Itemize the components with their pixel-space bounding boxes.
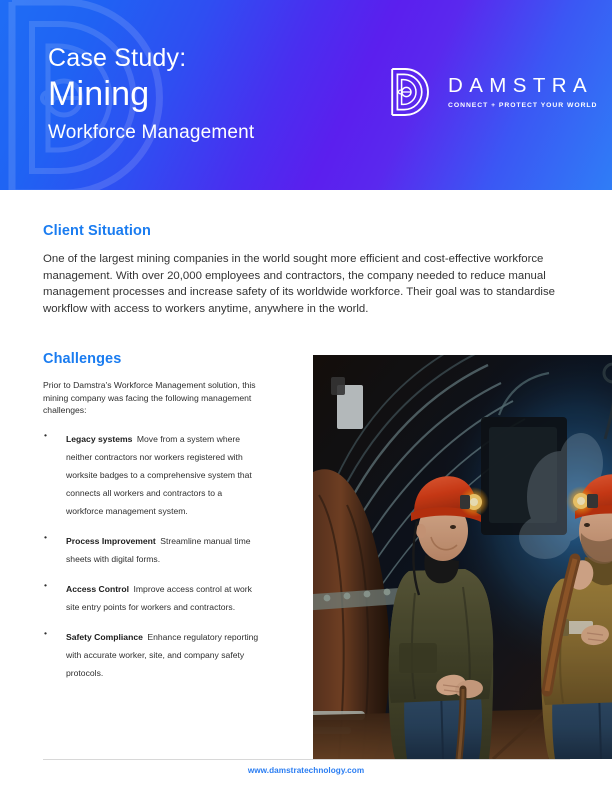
page-header <box>0 0 612 190</box>
footer-website-link[interactable]: www.damstratechnology.com <box>247 766 365 775</box>
bullet-dot-icon: • <box>44 627 48 638</box>
client-situation-heading: Client Situation <box>43 223 151 240</box>
list-item-title: Safety Compliance <box>66 631 143 642</box>
list-item-title: Legacy systems <box>66 433 133 444</box>
list-item-body <box>66 429 261 519</box>
bullet-dot-icon: • <box>44 531 48 542</box>
challenges-heading: Challenges <box>43 351 122 368</box>
challenges-intro: Prior to Damstra's Workforce Management solution, this mining company was facing the following management challenges: <box>43 380 256 416</box>
brand-tagline: CONNECT + PROTECT YOUR WORLD <box>448 102 598 110</box>
damstra-d-logo-icon <box>388 66 434 118</box>
list-item <box>43 579 261 615</box>
list-item-description: Move from a system where neither contractors nor workers registered with worksite badges to a comprehensive system that connects all workers and contractors to a workforce management system. <box>66 433 252 516</box>
challenges-section <box>43 339 261 681</box>
page-title: Mining <box>48 74 150 113</box>
list-item-title: Access Control <box>66 583 130 594</box>
list-item-description: Improve access control at work site entry points for workers and contractors. <box>66 583 252 612</box>
list-item <box>43 627 261 681</box>
list-item-description: Streamline manual time sheets with digital forms. <box>66 535 251 564</box>
mining-workers-photo <box>313 355 612 759</box>
list-item-description: Enhance regulatory reporting with accurate worker, site, and company safety protocols. <box>66 631 259 678</box>
bullet-dot-icon: • <box>44 429 48 440</box>
header-title-block <box>48 44 254 145</box>
client-situation-body: One of the largest mining companies in the world sought more efficient and cost-effective workforce management. With over 20,000 employees and contractors, the company needed to reduce manual management processes and increase safety of its worldwide workforce. Their goal was to standardise workflow with access to workers anytime, anywhere in the world. <box>43 253 555 315</box>
list-item-body <box>66 579 261 615</box>
page-eyebrow-title: Case Study: <box>48 44 187 72</box>
client-situation-section <box>43 211 576 329</box>
list-item-body <box>66 627 261 681</box>
list-item-title: Process Improvement <box>66 535 156 546</box>
challenges-bullet-list <box>43 429 261 681</box>
list-item <box>43 429 261 519</box>
list-item-body <box>66 531 261 567</box>
page-subtitle: Workforce Management <box>48 121 255 143</box>
bullet-dot-icon: • <box>44 579 48 590</box>
list-item <box>43 531 261 567</box>
brand-wordmark <box>448 74 597 110</box>
footer-divider <box>43 759 570 760</box>
brand-name: DAMSTRA <box>448 73 594 97</box>
brand-logo <box>388 66 597 118</box>
